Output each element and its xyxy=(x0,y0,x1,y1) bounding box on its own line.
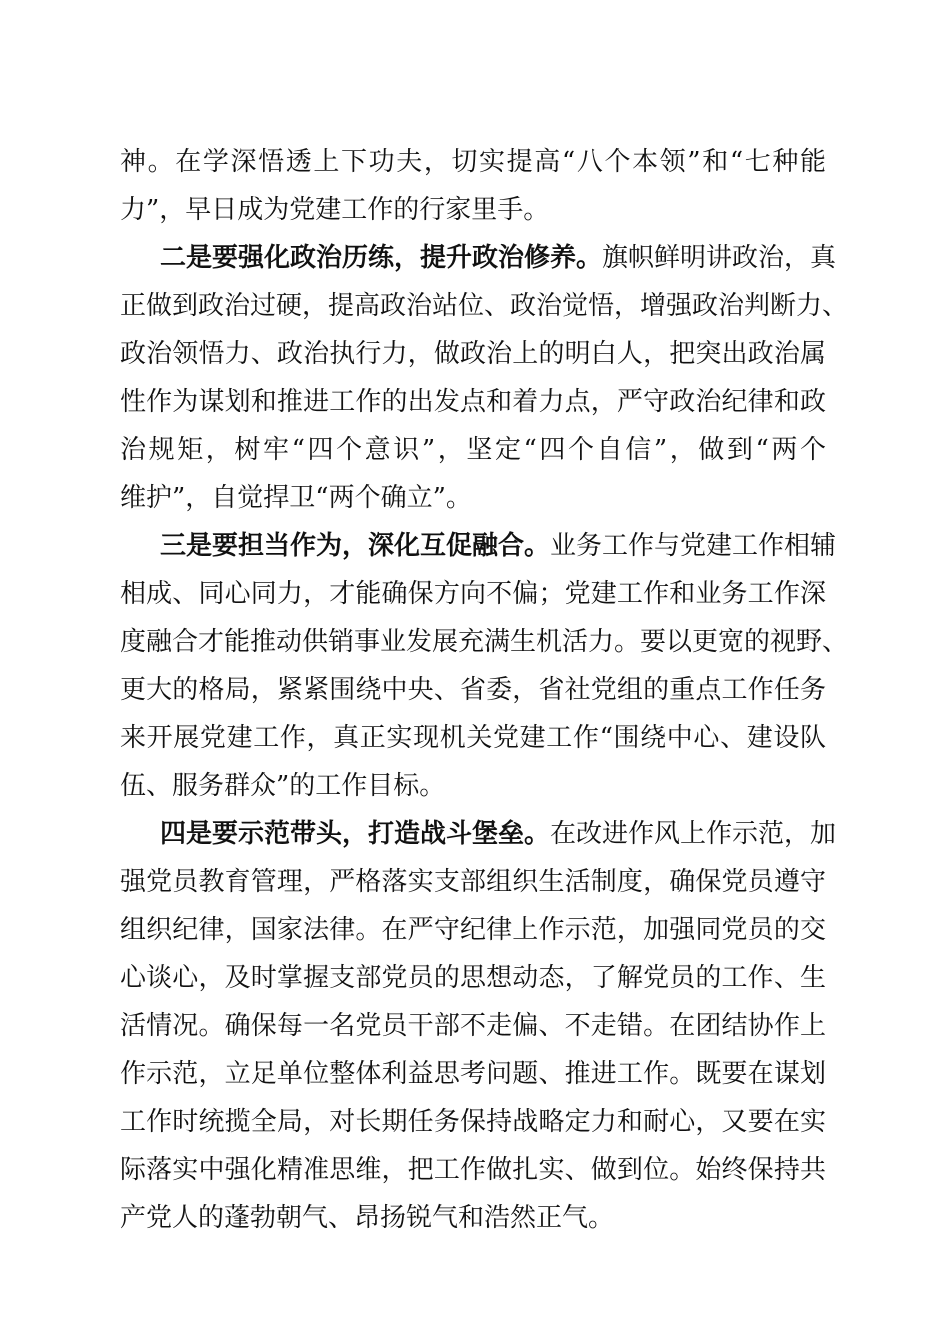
text-line: 工作时统揽全局，对长期任务保持战略定力和耐心，又要在实 xyxy=(120,1107,826,1137)
text-line: 伍、服务群众”的工作目标。 xyxy=(120,771,446,801)
text-line-first xyxy=(120,810,837,858)
text-line: 神。在学深悟透上下功夫，切实提高“八个本领”和“七种能 xyxy=(120,147,826,177)
text-line: 维护”，自觉捍卫“两个确立”。 xyxy=(120,483,472,513)
text-line: 性作为谋划和推进工作的出发点和着力点，严守政治纪律和政 xyxy=(120,387,826,417)
text-line: 际落实中强化精准思维，把工作做扎实、做到位。始终保持共 xyxy=(120,1155,826,1185)
paragraph-integration xyxy=(120,522,849,810)
paragraph-lead-rest: 在改进作风上作示范，加 xyxy=(550,819,837,849)
paragraph-lead: 四是要示范带头，打造战斗堡垒。 xyxy=(160,819,551,849)
text-line: 正做到政治过硬，提高政治站位、政治觉悟，增强政治判断力、 xyxy=(120,291,849,321)
text-line: 心谈心，及时掌握支部党员的思想动态，了解党员的工作、生 xyxy=(120,963,826,993)
paragraph-lead-rest: 旗帜鲜明讲政治，真 xyxy=(602,243,837,273)
paragraph-lead: 三是要担当作为，深化互促融合。 xyxy=(160,531,551,561)
paragraph-political-training xyxy=(120,234,849,522)
paragraph-lead-rest: 业务工作与党建工作相辅 xyxy=(550,531,837,561)
text-line: 产党人的蓬勃朝气、昂扬锐气和浩然正气。 xyxy=(120,1203,615,1233)
text-line: 更大的格局，紧紧围绕中央、省委，省社党组的重点工作任务 xyxy=(120,675,826,705)
text-line-first xyxy=(120,522,837,570)
text-line: 度融合才能推动供销事业发展充满生机活力。要以更宽的视野、 xyxy=(120,627,849,657)
paragraph-exemplary-lead xyxy=(120,810,837,1242)
text-line: 作示范，立足单位整体利益思考问题、推进工作。既要在谋划 xyxy=(120,1059,826,1089)
text-line: 相成、同心同力，才能确保方向不偏；党建工作和业务工作深 xyxy=(120,579,826,609)
text-line: 治规矩，树牢“四个意识”，坚定“四个自信”，做到“两个 xyxy=(120,435,826,465)
text-line: 活情况。确保每一名党员干部不走偏、不走错。在团结协作上 xyxy=(120,1011,826,1041)
paragraph-lead: 二是要强化政治历练，提升政治修养。 xyxy=(160,243,603,273)
text-line-first xyxy=(120,234,837,282)
document-page xyxy=(120,138,849,1242)
text-line: 力”，早日成为党建工作的行家里手。 xyxy=(120,195,550,225)
text-line: 组织纪律，国家法律。在严守纪律上作示范，加强同党员的交 xyxy=(120,915,826,945)
paragraph-continuation xyxy=(120,138,826,234)
text-line: 政治领悟力、政治执行力，做政治上的明白人，把突出政治属 xyxy=(120,339,826,369)
text-line: 来开展党建工作，真正实现机关党建工作“围绕中心、建设队 xyxy=(120,723,826,753)
text-line: 强党员教育管理，严格落实支部组织生活制度，确保党员遵守 xyxy=(120,867,826,897)
